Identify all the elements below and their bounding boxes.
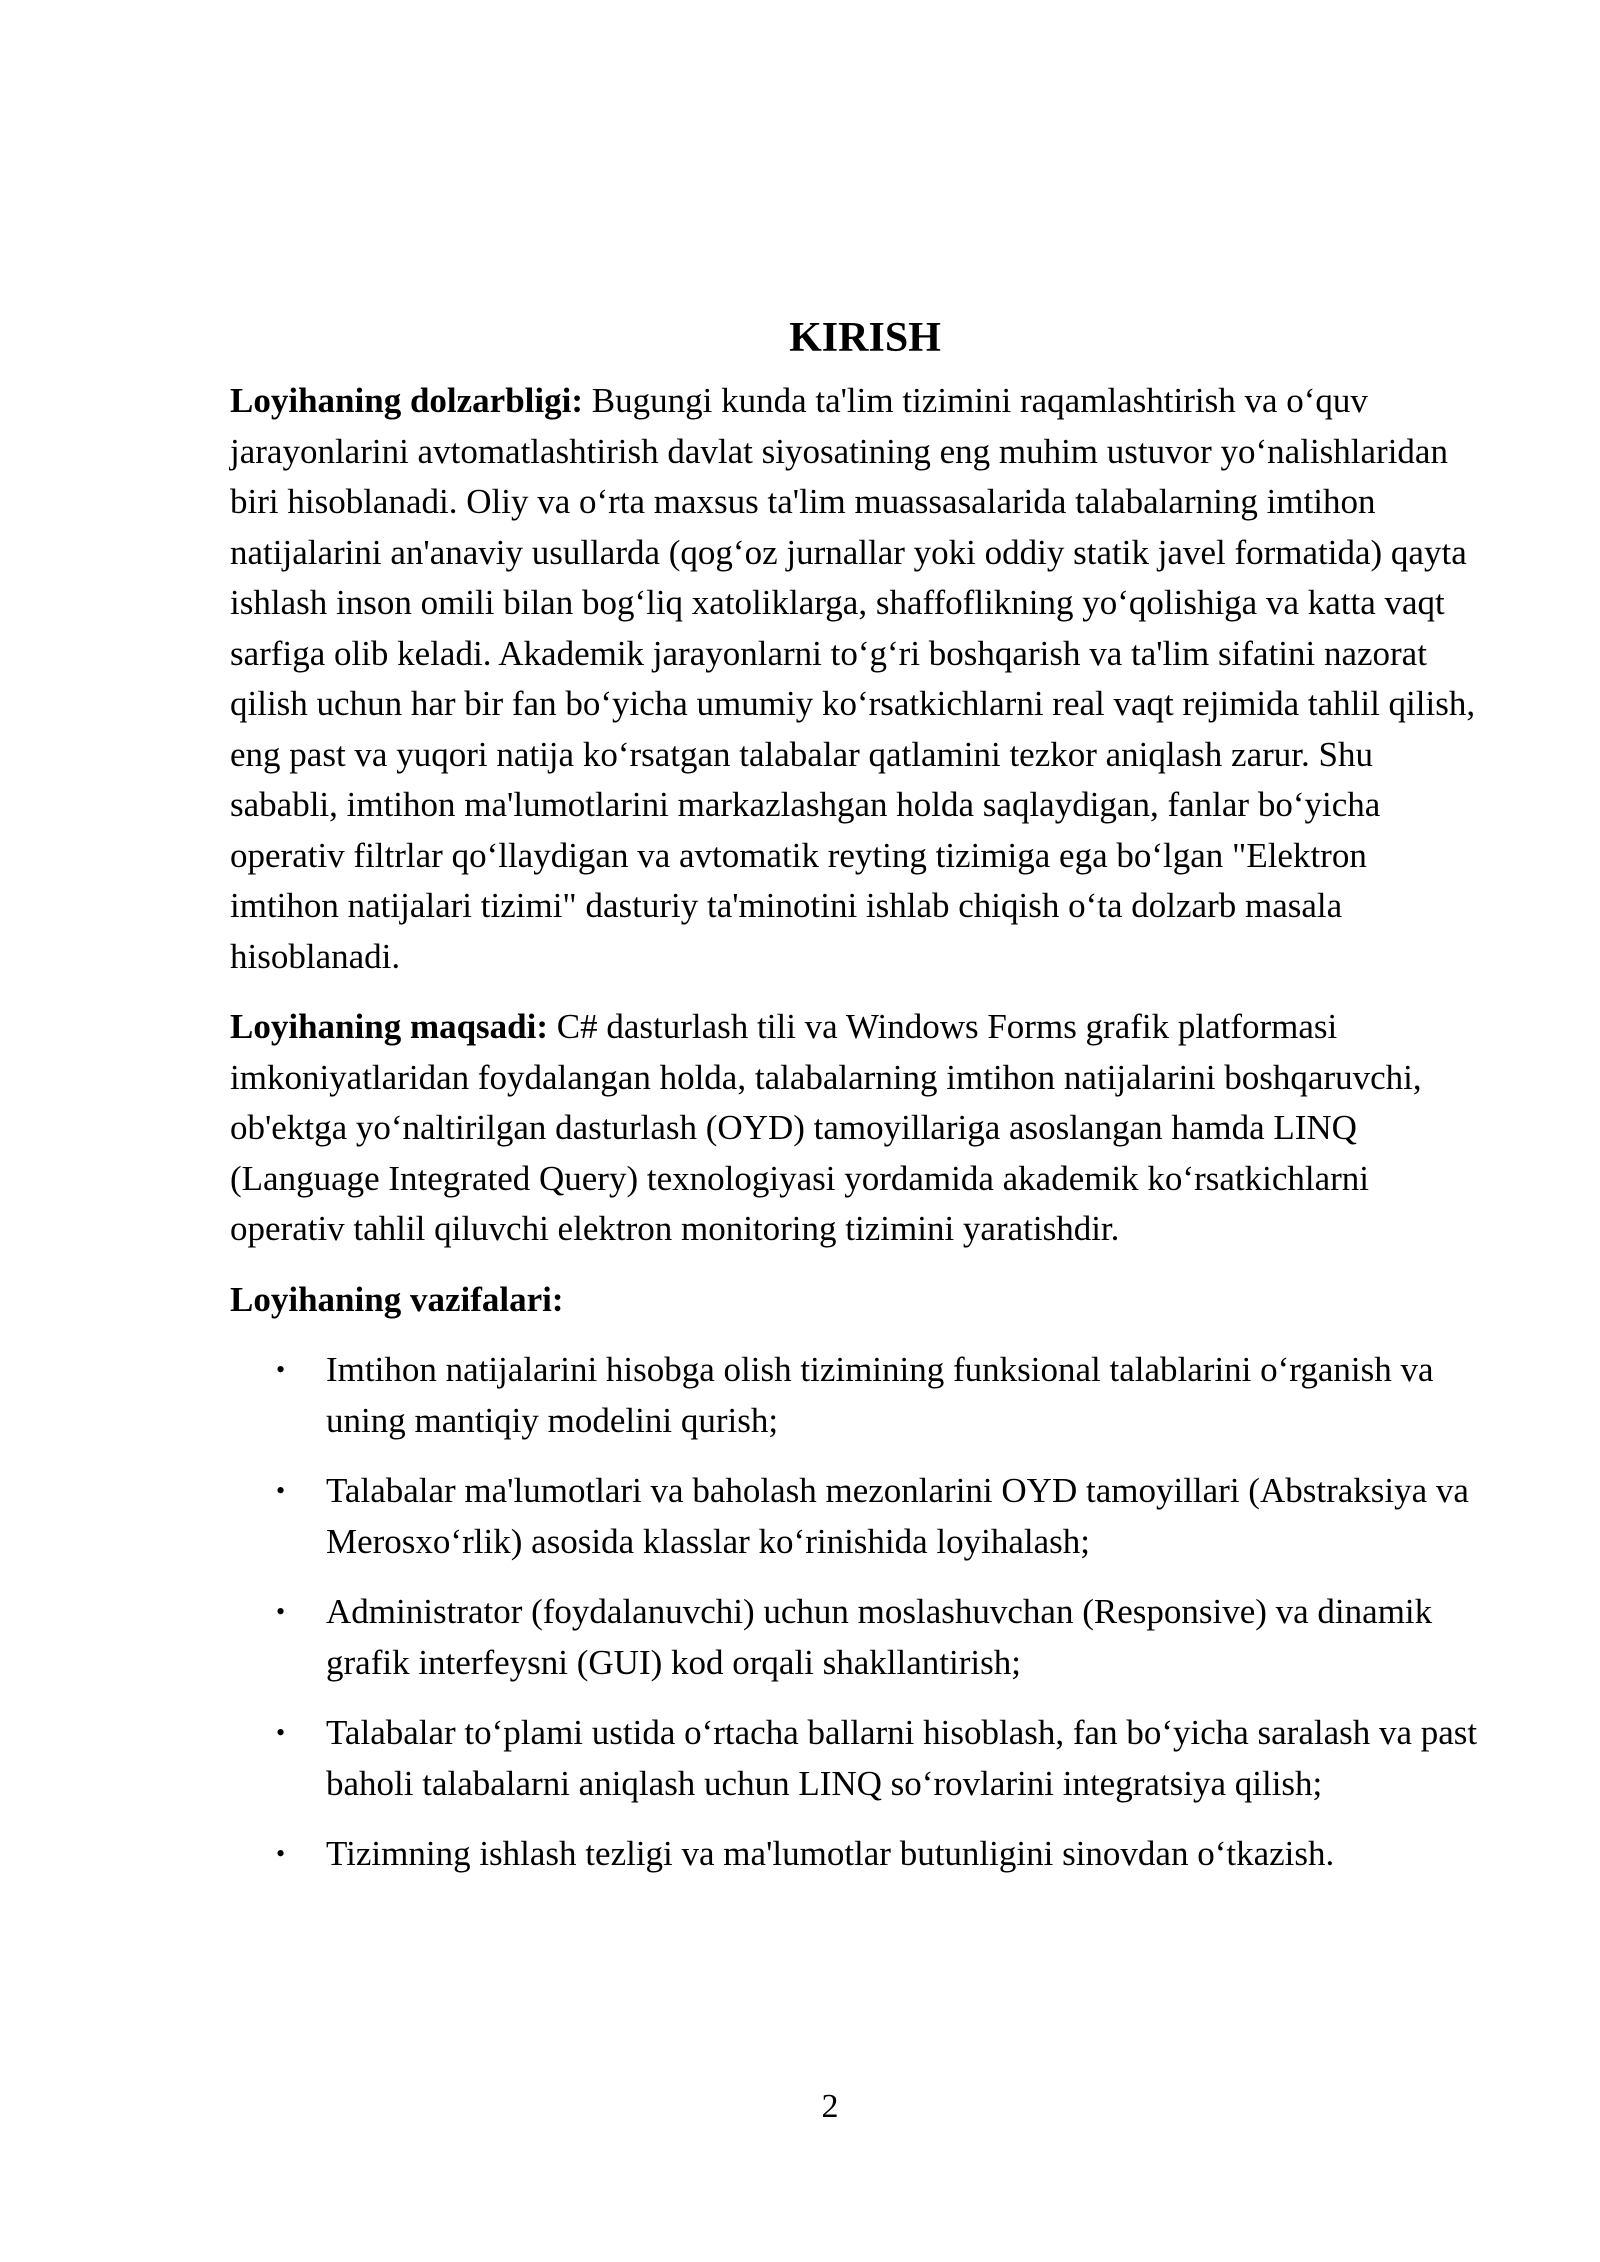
relevance-text: Bugungi kunda ta'lim tizimini raqamlashtirish va o‘quv jarayonlarini avtomatlashtirish davlat siyosatining eng muhim ustuvor yo‘nalishlaridan biri hisoblanadi. Oliy va o‘rta maxsus ta'lim muassasalarida talabalarning imtihon natijalarini an'anaviy usullarda (qog‘oz jurnallar yoki oddiy statik javel formatida) qayta ishlash inson omili bilan bog‘liq xatoliklarga, shaffoflikning yo‘qolishiga va katta vaqt sarfiga olib keladi. Akademik jarayonlarni to‘g‘ri boshqarish va ta'lim sifatini nazorat qilish uchun har bir fan bo‘yicha umumiy ko‘rsatkichlarni real vaqt rejimida tahlil qilish, eng past va yuqori natija ko‘rsatgan talabalar qatlamini tezkor aniqlash zarur. Shu sababli, imtihon ma'lumotlarini markazlashgan holda saqlaydigan, fanlar bo‘yicha operativ filtrlar qo‘llaydigan va avtomatik reyting tizimiga ega bo‘lgan "Elektron imtihon natijalari tizimi" dasturiy ta'minotini ishlab chiqish o‘ta dolzarb masala hisoblanadi.	[230, 381, 1476, 976]
relevance-label: Loyihaning dolzarbligi:	[230, 381, 583, 420]
task-text: Talabalar ma'lumotlari va baholash mezonlarini OYD tamoyillari (Abstraksiya va Merosxo‘rlik) asosida klasslar ko‘rinishida loyihalash;	[326, 1471, 1469, 1561]
page-title: KIRISH	[789, 315, 941, 361]
relevance-paragraph	[230, 376, 1480, 982]
list-item	[230, 1708, 1480, 1809]
task-text: Administrator (foydalanuvchi) uchun moslashuvchan (Responsive) va dinamik grafik interfeysni (GUI) kod orqali shakllantirish;	[326, 1592, 1433, 1682]
task-text: Imtihon natijalarini hisobga olish tizimining funksional talablarini o‘rganish va uning mantiqiy modelini qurish;	[326, 1350, 1434, 1440]
bullet-icon: •	[276, 1355, 286, 1384]
bullet-icon: •	[276, 1597, 286, 1626]
task-list	[230, 1345, 1480, 1880]
document-body	[230, 310, 1480, 1900]
list-item	[230, 1345, 1480, 1446]
bullet-icon: •	[276, 1476, 286, 1505]
page-number: 2	[821, 2088, 839, 2125]
bullet-icon: •	[276, 1718, 286, 1747]
bullet-icon: •	[276, 1839, 286, 1868]
list-item	[230, 1829, 1480, 1880]
task-text: Tizimning ishlash tezligi va ma'lumotlar butunligini sinovdan o‘tkazish.	[326, 1834, 1335, 1873]
list-item	[230, 1466, 1480, 1567]
goal-paragraph	[230, 1002, 1480, 1255]
tasks-heading: Loyihaning vazifalari:	[230, 1279, 564, 1319]
list-item	[230, 1587, 1480, 1688]
goal-label: Loyihaning maqsadi:	[230, 1007, 549, 1046]
goal-text: C# dasturlash tili va Windows Forms grafik platformasi imkoniyatlaridan foydalangan holda, talabalarning imtihon natijalarini boshqaruvchi, ob'ektga yo‘naltirilgan dasturlash (OYD) tamoyillariga asoslangan hamda LINQ (Language Integrated Query) texnologiyasi yordamida akademik ko‘rsatkichlarni operativ tahlil qiluvchi elektron monitoring tizimini yaratishdir.	[230, 1007, 1422, 1248]
task-text: Talabalar to‘plami ustida o‘rtacha ballarni hisoblash, fan bo‘yicha saralash va past baholi talabalarni aniqlash uchun LINQ so‘rovlarini integratsiya qilish;	[326, 1713, 1478, 1803]
